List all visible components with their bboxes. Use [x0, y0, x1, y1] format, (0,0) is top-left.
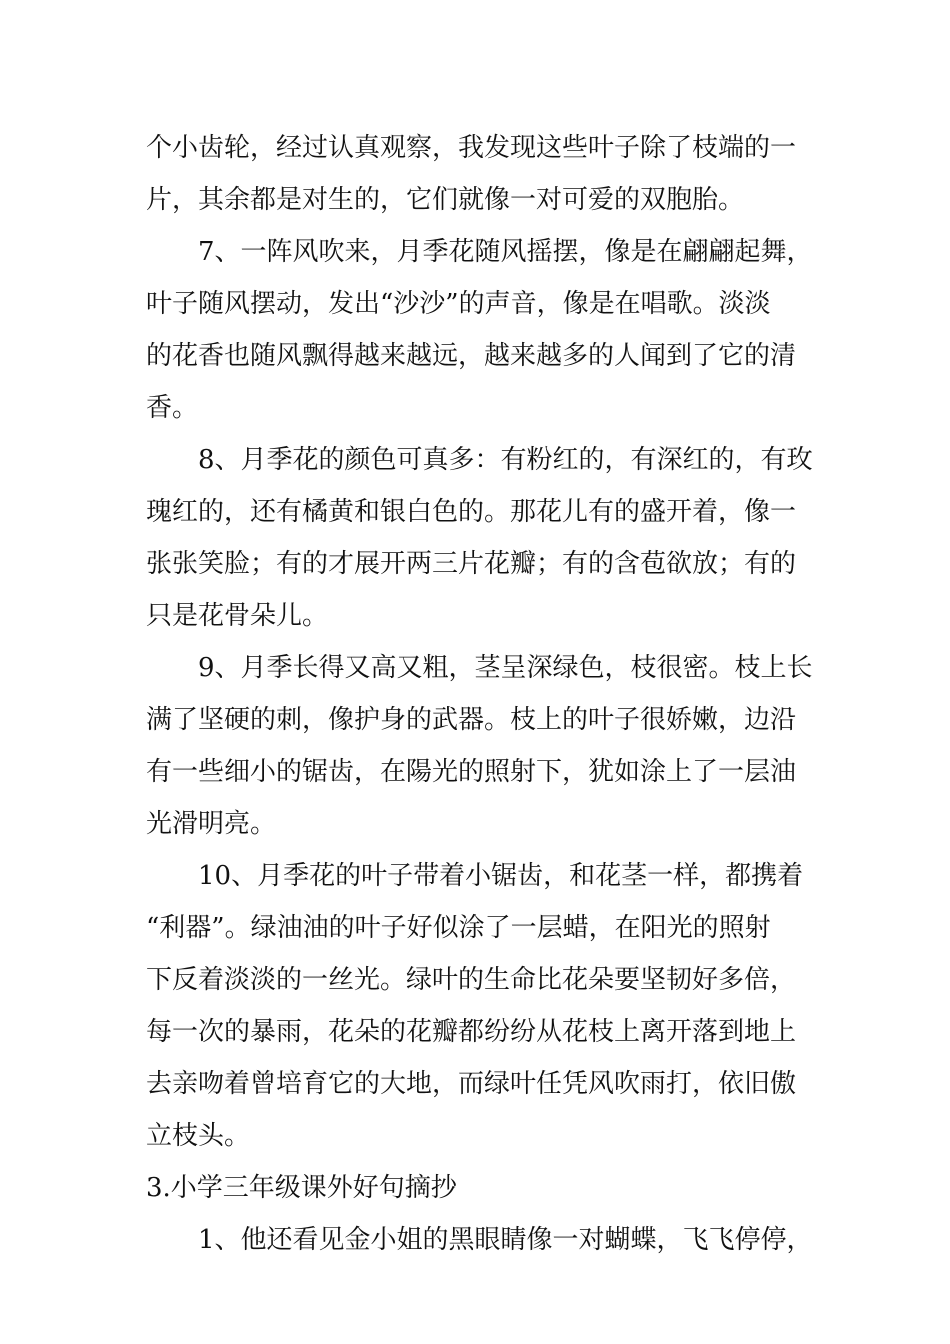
text-line: 瑰红的，还有橘黄和银白色的。那花儿有的盛开着，像一 [146, 497, 797, 527]
text-line: 立枝头。 [146, 1121, 251, 1151]
text-line: 个小齿轮，经过认真观察，我发现这些叶子除了枝端的一 [146, 133, 797, 163]
text-line: 香。 [146, 393, 199, 423]
paragraph-8-start: 8、月季花的颜色可真多：有粉红的，有深红的，有玫 [198, 445, 813, 475]
text-line: 只是花骨朵儿。 [146, 601, 329, 631]
text-line: 叶子随风摆动，发出“沙沙”的声音，像是在唱歌。淡淡 [146, 289, 771, 319]
text-line: 的花香也随风飘得越来越远，越来越多的人闻到了它的清 [146, 341, 797, 371]
paragraph-9-start: 9、月季长得又高又粗，茎呈深绿色，枝很密。枝上长 [198, 653, 813, 683]
text-line: 下反着淡淡的一丝光。绿叶的生命比花朵要坚韧好多倍， [146, 965, 797, 995]
paragraph-1-start: 1、他还看见金小姐的黑眼睛像一对蝴蝶，飞飞停停， [198, 1225, 813, 1255]
paragraph-7-start: 7、一阵风吹来，月季花随风摇摆，像是在翩翩起舞， [198, 237, 813, 267]
text-line: 满了坚硬的刺，像护身的武器。枝上的叶子很娇嫩，边沿 [146, 705, 797, 735]
text-line: 光滑明亮。 [146, 809, 277, 839]
text-line: 有一些细小的锯齿，在陽光的照射下，犹如涂上了一层油 [146, 757, 797, 787]
section-heading: 3.小学三年级课外好句摘抄 [146, 1173, 457, 1203]
paragraph-10-start: 10、月季花的叶子带着小锯齿，和花茎一样，都携着 [198, 861, 804, 891]
text-line: 每一次的暴雨，花朵的花瓣都纷纷从花枝上离开落到地上 [146, 1017, 797, 1047]
text-line: 去亲吻着曾培育它的大地，而绿叶任凭风吹雨打，依旧傲 [146, 1069, 797, 1099]
text-line: “利器”。绿油油的叶子好似涂了一层蜡，在阳光的照射 [146, 913, 771, 943]
text-line: 片，其余都是对生的，它们就像一对可爱的双胞胎。 [146, 185, 745, 215]
text-line: 张张笑脸；有的才展开两三片花瓣；有的含苞欲放；有的 [146, 549, 797, 579]
